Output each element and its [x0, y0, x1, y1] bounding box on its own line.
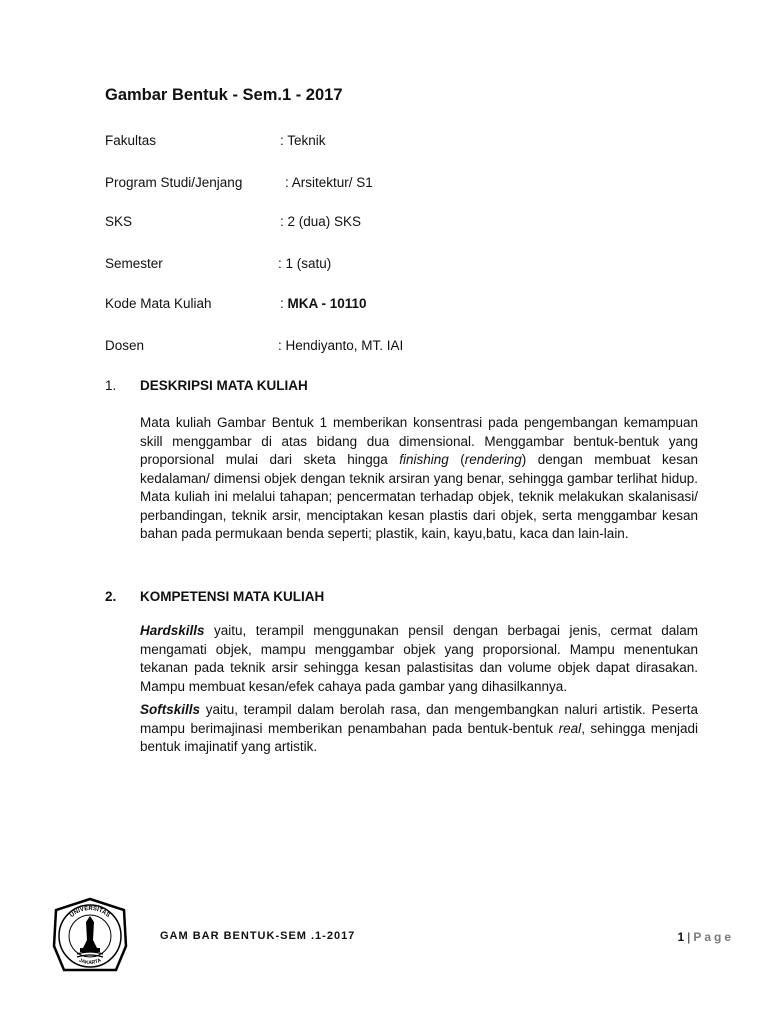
text-run: yaitu, terampil dalam berolah rasa, dan mengembangkan naluri artistik. Peserta mampu berimajinasi memberikan penambahan pada bentuk-bentuk	[140, 702, 698, 736]
softskills-paragraph	[140, 701, 698, 757]
info-value	[280, 296, 367, 311]
text-run: Mata kuliah Gambar Bentuk 1 memberikan konsentrasi pada pengembangan kemampuan skill menggambar di atas bidang dua dimensional. Menggambar bentuk-bentuk yang proporsional mulai dari sketa hingga	[140, 415, 698, 467]
footer-title: GAM BAR BENTUK-SEM .1-2017	[160, 930, 356, 942]
info-label: Kode Mata Kuliah	[105, 296, 212, 311]
info-label: Program Studi/Jenjang	[105, 175, 243, 190]
page-indicator	[678, 930, 735, 944]
hardskills-paragraph	[140, 622, 698, 696]
info-value-prefix: :	[280, 296, 288, 311]
logo-bottom-text: JAKARTA	[77, 957, 103, 967]
info-label: Fakultas	[105, 133, 157, 148]
italic-term: rendering	[464, 452, 522, 467]
info-label: Semester	[105, 256, 163, 271]
section-number: 1.	[105, 378, 117, 393]
description-paragraph	[140, 414, 698, 544]
page-separator: |	[687, 930, 691, 944]
course-code: MKA - 10110	[287, 296, 367, 311]
text-run: , sehingga menjadi bentuk imajinatif yang artistik.	[140, 720, 698, 754]
logo-top-text: UNIVERSITAS	[69, 905, 111, 919]
italic-term: finishing	[399, 452, 449, 467]
info-value: : Teknik	[280, 133, 326, 148]
info-value: : 2 (dua) SKS	[280, 214, 362, 229]
text-run: yaitu, terampil menggunakan pensil dengan berbagai jenis, cermat dalam mengamati objek, mampu menggambar objek yang proporsional. Mampu menentukan tekanan pada teknik arsir sehingga kesan palastisitas dan volume objek dapat dirasakan. Mampu membuat kesan/efek cahaya pada gambar yang dihasilkannya.	[140, 623, 698, 694]
italic-term: real	[558, 720, 582, 736]
section-heading: DESKRIPSI MATA KULIAH	[140, 378, 308, 393]
text-run: ) dengan membuat kesan kedalaman/ dimensi objek dengan teknik arsiran yang benar, sehingga gambar terlihat hidup. Mata kuliah ini melalui tahapan; pencermatan terhadap objek, teknik melakukan skalanisasi/ perbandingan, teknik arsir, menciptakan kesan plastis dari objek, serta menggambar kesan bahan pada permukaan benda seperti; plastik, kain, kayu,batu, kaca dan lain-lain.	[140, 452, 698, 541]
hardskills-term: Hardskills	[140, 623, 205, 638]
page-number: 1	[677, 930, 685, 944]
info-value: : Arsitektur/ S1	[285, 175, 373, 190]
section-number: 2.	[105, 589, 117, 604]
text-run: (	[448, 452, 465, 467]
page-label: Page	[693, 930, 734, 944]
document-title: Gambar Bentuk - Sem.1 - 2017	[105, 86, 343, 104]
info-value: : Hendiyanto, MT. IAI	[278, 338, 404, 353]
university-logo	[50, 896, 130, 976]
softskills-term: Softskills	[140, 702, 201, 717]
info-label: Dosen	[105, 338, 145, 353]
section-heading: KOMPETENSI MATA KULIAH	[140, 589, 325, 604]
info-value: : 1 (satu)	[278, 256, 332, 271]
info-label: SKS	[105, 214, 133, 229]
